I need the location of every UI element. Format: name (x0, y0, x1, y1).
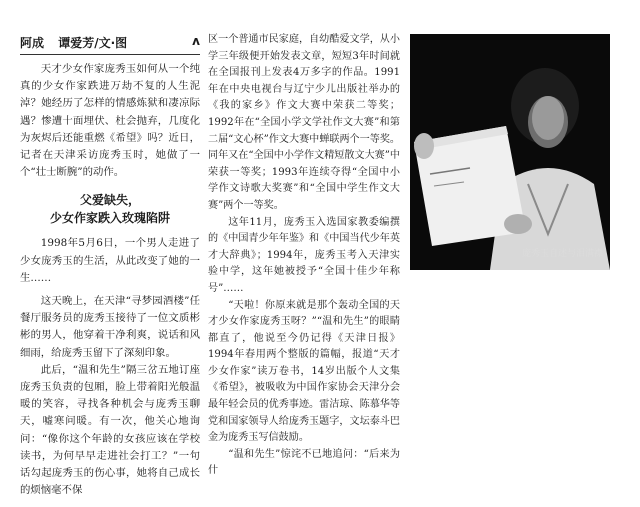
byline (20, 34, 200, 55)
section-heading-line1: 父爱缺失， (79, 193, 140, 208)
middle-column (208, 32, 400, 480)
mid-paragraph-1: 区一个普通市民家庭，自幼酷爱文学，从小学三年级便开始发表文章，短短3年时间就在全国报刊上发表4万多字的作品。1991年在中央电视台与辽宁少儿出版社举办的《我的家乡》作文大赛中荣获二等奖；1992年在“全国小学文学社作文大赛”和第二届“文心杯”作文大赛中蝉联两个一等奖。同年又在“全国中小学作文精短散文大赛”中荣获一等奖；1993年连续夺得“全国中小学作文诗歌大奖赛”和“全国中学生作文大赛”两个一等奖。 (208, 34, 401, 211)
body-paragraph-3: 此后，“温和先生”隔三岔五地订座庞秀玉负责的包厢，脸上带着阳光般温暖的笑容，寻找各种机会与庞秀玉聊天，嘘寒问暖。有一次，他关心地询问：“像你这个年龄的女孩应该在学校读书，为何早早走进社会打工？”一句话勾起庞秀玉的伤心事，她将自己成长的烦恼毫不保 (20, 363, 200, 497)
header-mark: ʌ (192, 34, 200, 48)
author-credit: 谭爱芳/文·图 (58, 36, 128, 50)
intro-paragraph: 天才少女作家庞秀玉如何从一个纯真的少女作家跌进万劫不复的人生泥淖？她经历了怎样的情感炼狱和凄凉际遇？惨遭十面埋伏、杜会抛弃，几度化为灰烬后还能重燃《希望》吗？近日，记者在天津采访庞秀玉时，她做了一个“壮士断腕”的动作。 (20, 63, 200, 179)
left-column (20, 34, 200, 499)
author-name: 阿成 (20, 36, 45, 50)
article-photo (410, 34, 610, 270)
mid-paragraph-2: 这年11月，庞秀玉入选国家教委编撰的《中国青少年年鉴》和《中国当代少年英才大辞典》；1994年，庞秀玉考入天津实验中学，这年她被授予“全国十佳少年称号”…… (208, 216, 400, 294)
mid-paragraph-3: “天啦！你原来就是那个轰动全国的天才少女作家庞秀玉呀？”“温和先生”的眼睛都直了，他说至今仍记得《天津日报》1994年春用两个整版的篇幅，报道“天才少女作家”读万卷书，14岁出版个人文集《希望》，被吸收为中国作家协会天津分会最年轻会员的优秀事迹。雷洁琼、陈慕华等党和国家领导人给庞秀玉题字，文坛泰斗巴金为庞秀玉写信鼓励。 (208, 299, 400, 444)
body-paragraph-2: 这天晚上，在天津“寻梦园酒楼”任餐厅服务员的庞秀玉接待了一位文质彬彬的男人，他穿着干净利爽，说话和风细雨，给庞秀玉留下了深刻印象。 (20, 295, 200, 359)
section-heading-line2: 少女作家跌入玫瑰陷阱 (49, 211, 170, 226)
blank-area (410, 276, 610, 496)
mid-paragraph-4: “温和先生”惊诧不已地追问：“后来为什 (208, 448, 400, 477)
body-paragraph-1: 1998年5月6日，一个男人走进了少女庞秀玉的生活，从此改变了她的一生…… (20, 237, 200, 284)
section-heading (20, 191, 200, 227)
photo-caption: 庞秀玉自述与泪满襟 (522, 249, 604, 259)
photo-image (410, 34, 610, 270)
